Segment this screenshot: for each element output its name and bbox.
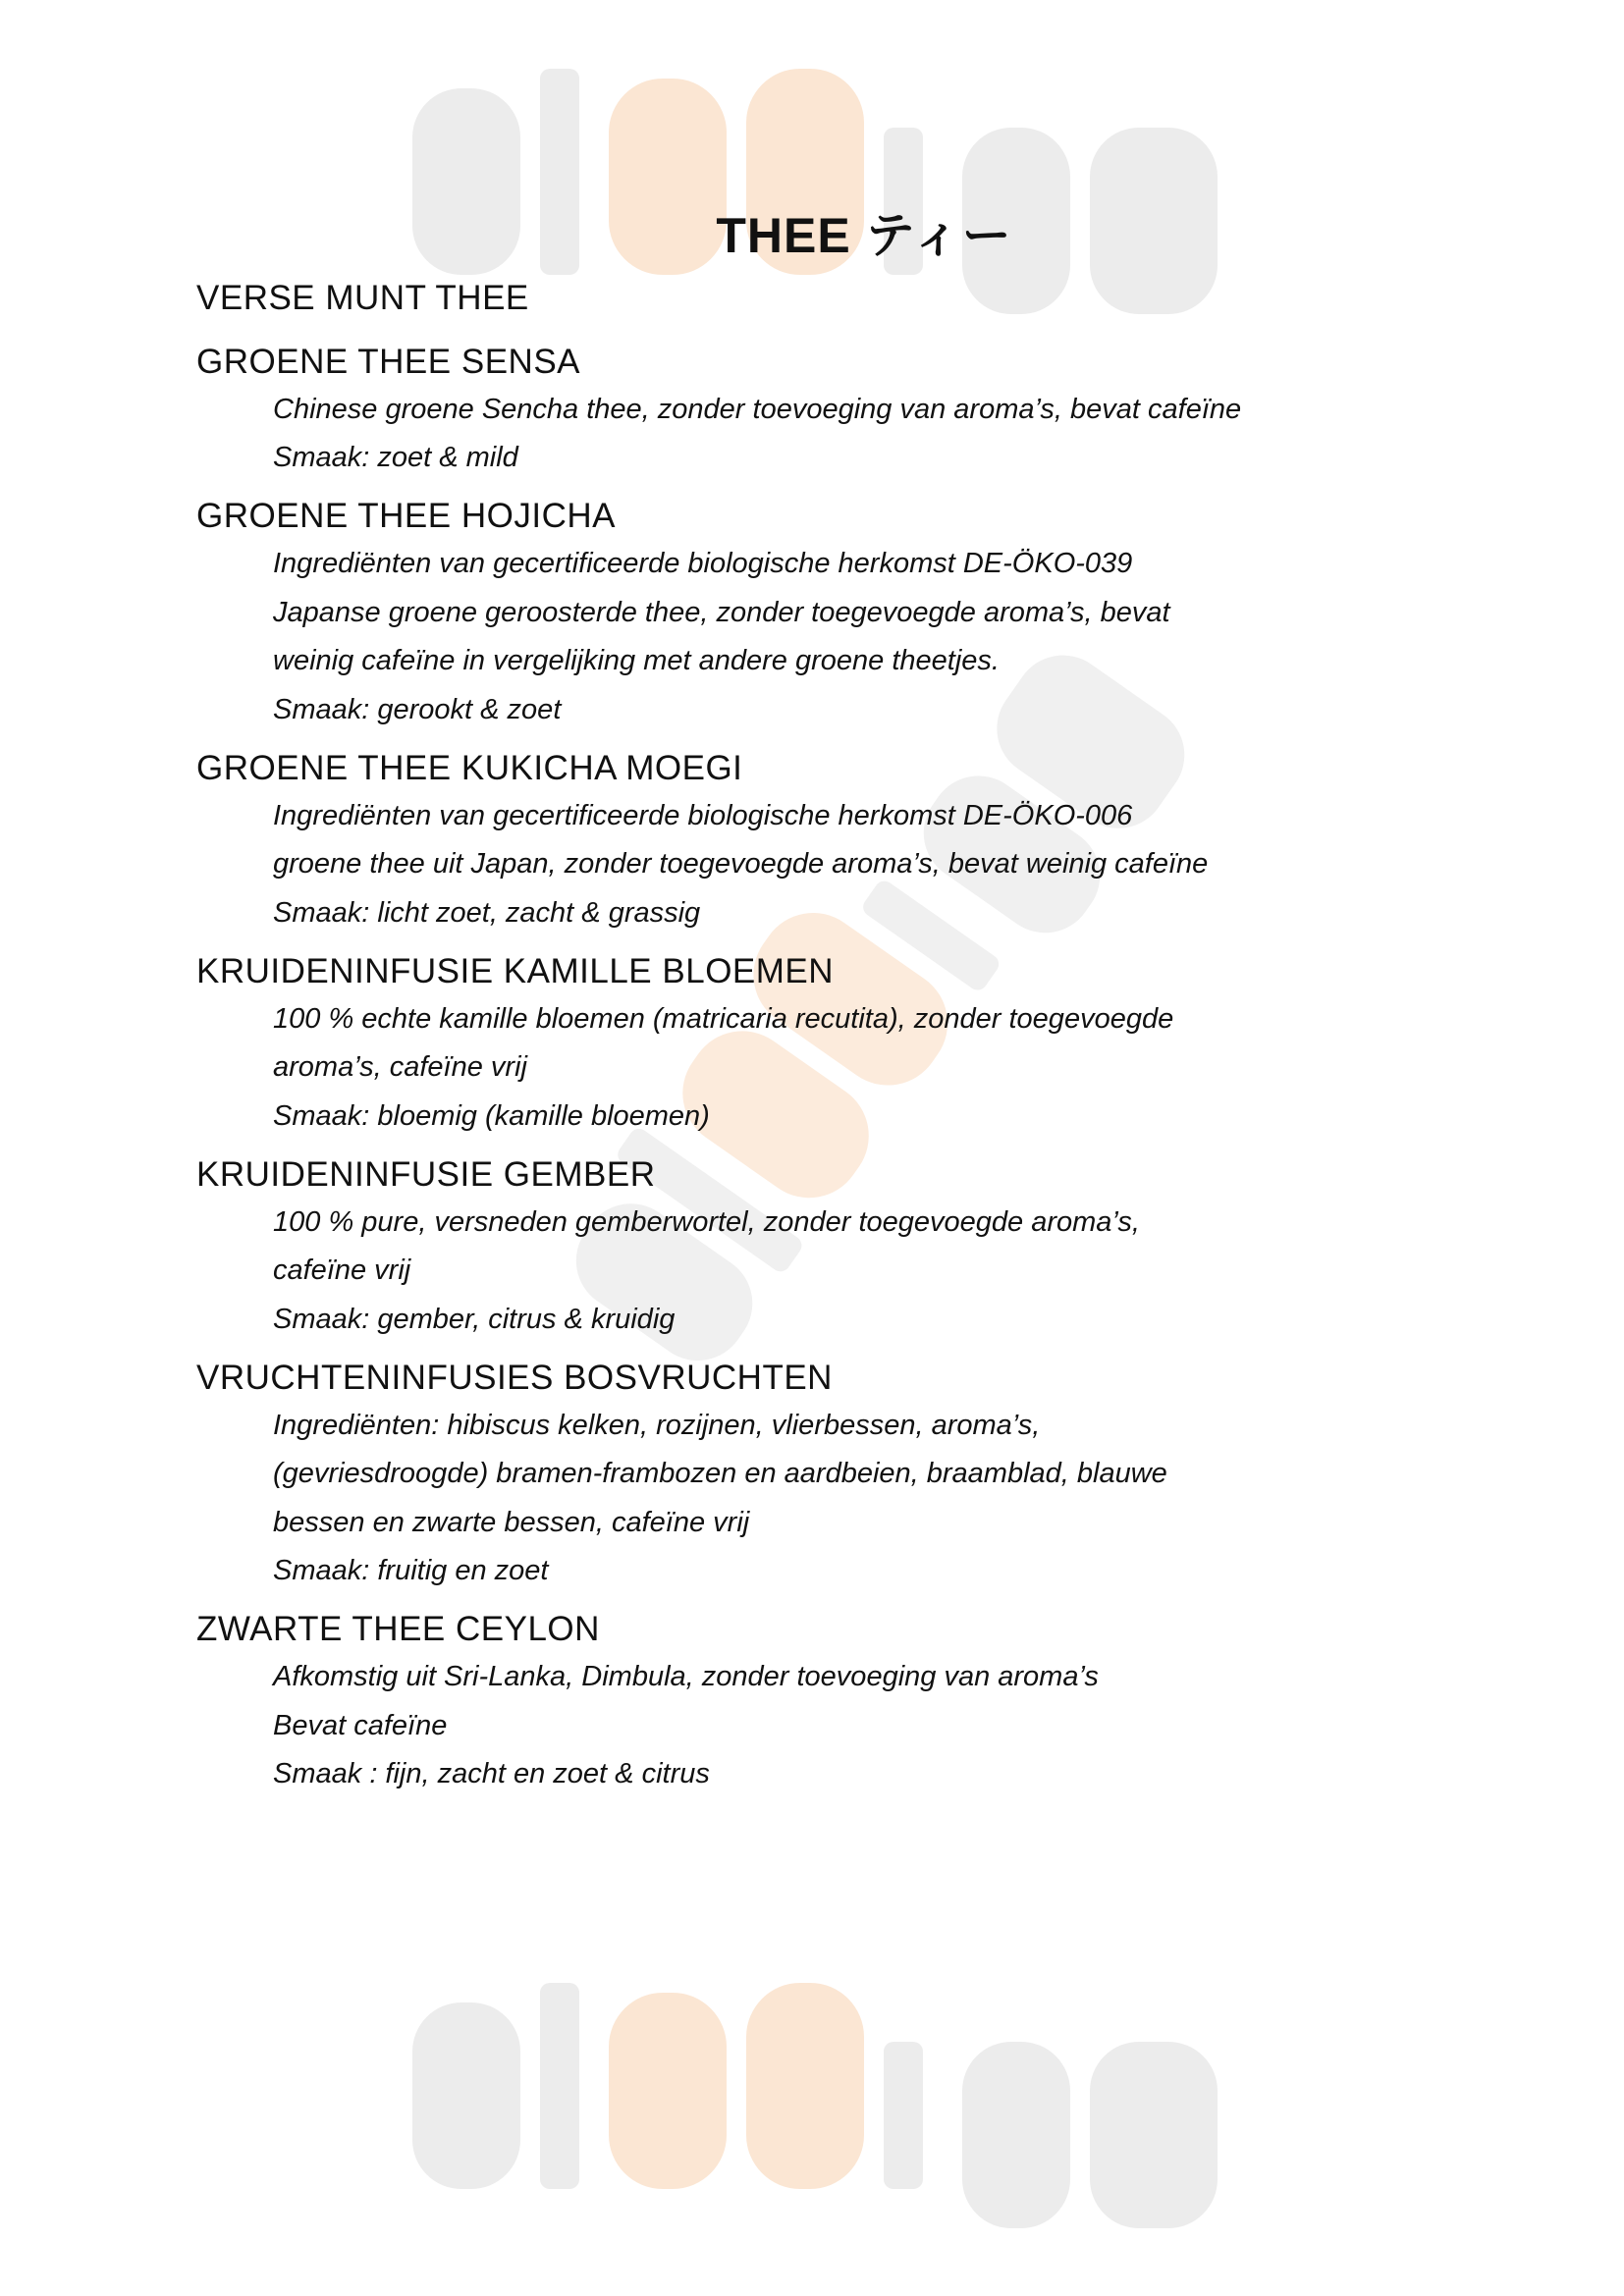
- menu-item-description: Afkomstig uit Sri-Lanka, Dimbula, zonder toevoeging van aroma’s: [273, 1661, 1099, 1692]
- menu-item-description: weinig cafeïne in vergelijking met andere groene theetjes.: [273, 645, 1000, 676]
- watermark-logo: [533, 580, 1216, 1402]
- menu-item-heading: KRUIDENINFUSIE GEMBER: [196, 1154, 656, 1194]
- menu-item-heading: GROENE THEE HOJICHA: [196, 497, 616, 535]
- menu-item-description: aroma’s, cafeïne vrij: [273, 1051, 527, 1083]
- menu-item-description: bessen en zwarte bessen, cafeïne vrij: [273, 1506, 750, 1538]
- page-title: THEE ティー: [716, 208, 1012, 263]
- menu-item-description: Smaak: gember, citrus & kruidig: [273, 1303, 676, 1335]
- watermark-logo: [412, 1973, 1237, 2228]
- menu-item-description: Ingrediënten van gecertificeerde biologische herkomst DE-ÖKO-006: [273, 799, 1133, 831]
- menu-item-heading: KRUIDENINFUSIE KAMILLE BLOEMEN: [196, 951, 835, 990]
- menu-item-heading: GROENE THEE SENSA: [196, 342, 581, 381]
- menu-item-description: Japanse groene geroosterde thee, zonder toegevoegde aroma’s, bevat: [273, 596, 1170, 628]
- menu-item-heading: VRUCHTENINFUSIES BOSVRUCHTEN: [196, 1358, 833, 1397]
- menu-item-description: 100 % echte kamille bloemen (matricaria recutita), zonder toegevoegde: [273, 1002, 1174, 1035]
- menu-item-heading: ZWARTE THEE CEYLON: [196, 1610, 600, 1648]
- menu-item-description: cafeïne vrij: [273, 1255, 411, 1286]
- menu-item-heading: VERSE MUNT THEE: [196, 279, 529, 317]
- menu-item-description: Smaak : fijn, zacht en zoet & citrus: [273, 1758, 710, 1789]
- menu-item-description: 100 % pure, versneden gemberwortel, zonder toegevoegde aroma’s,: [273, 1205, 1140, 1238]
- menu-item-description: Smaak: licht zoet, zacht & grassig: [273, 896, 701, 929]
- menu-item-description: groene thee uit Japan, zonder toegevoegde aroma’s, bevat weinig cafeïne: [273, 848, 1209, 880]
- menu-item-description: Smaak: bloemig (kamille bloemen): [273, 1099, 710, 1132]
- menu-item-description: Smaak: zoet & mild: [273, 442, 518, 473]
- menu-item-description: Smaak: gerookt & zoet: [273, 693, 562, 725]
- menu-item-heading: GROENE THEE KUKICHA MOEGI: [196, 748, 743, 787]
- menu-item-description: Ingrediënten: hibiscus kelken, rozijnen, vlierbessen, aroma’s,: [273, 1409, 1041, 1441]
- menu-item-description: Smaak: fruitig en zoet: [273, 1555, 549, 1586]
- menu-item-description: Chinese groene Sencha thee, zonder toevoeging van aroma’s, bevat cafeïne: [273, 393, 1242, 425]
- watermark-logo: [412, 59, 1237, 314]
- menu-item-description: Ingrediënten van gecertificeerde biologische herkomst DE-ÖKO-039: [273, 548, 1133, 579]
- menu-item-description: Bevat cafeïne: [273, 1709, 448, 1741]
- menu-item-description: (gevriesdroogde) bramen-frambozen en aardbeien, braamblad, blauwe: [273, 1458, 1167, 1489]
